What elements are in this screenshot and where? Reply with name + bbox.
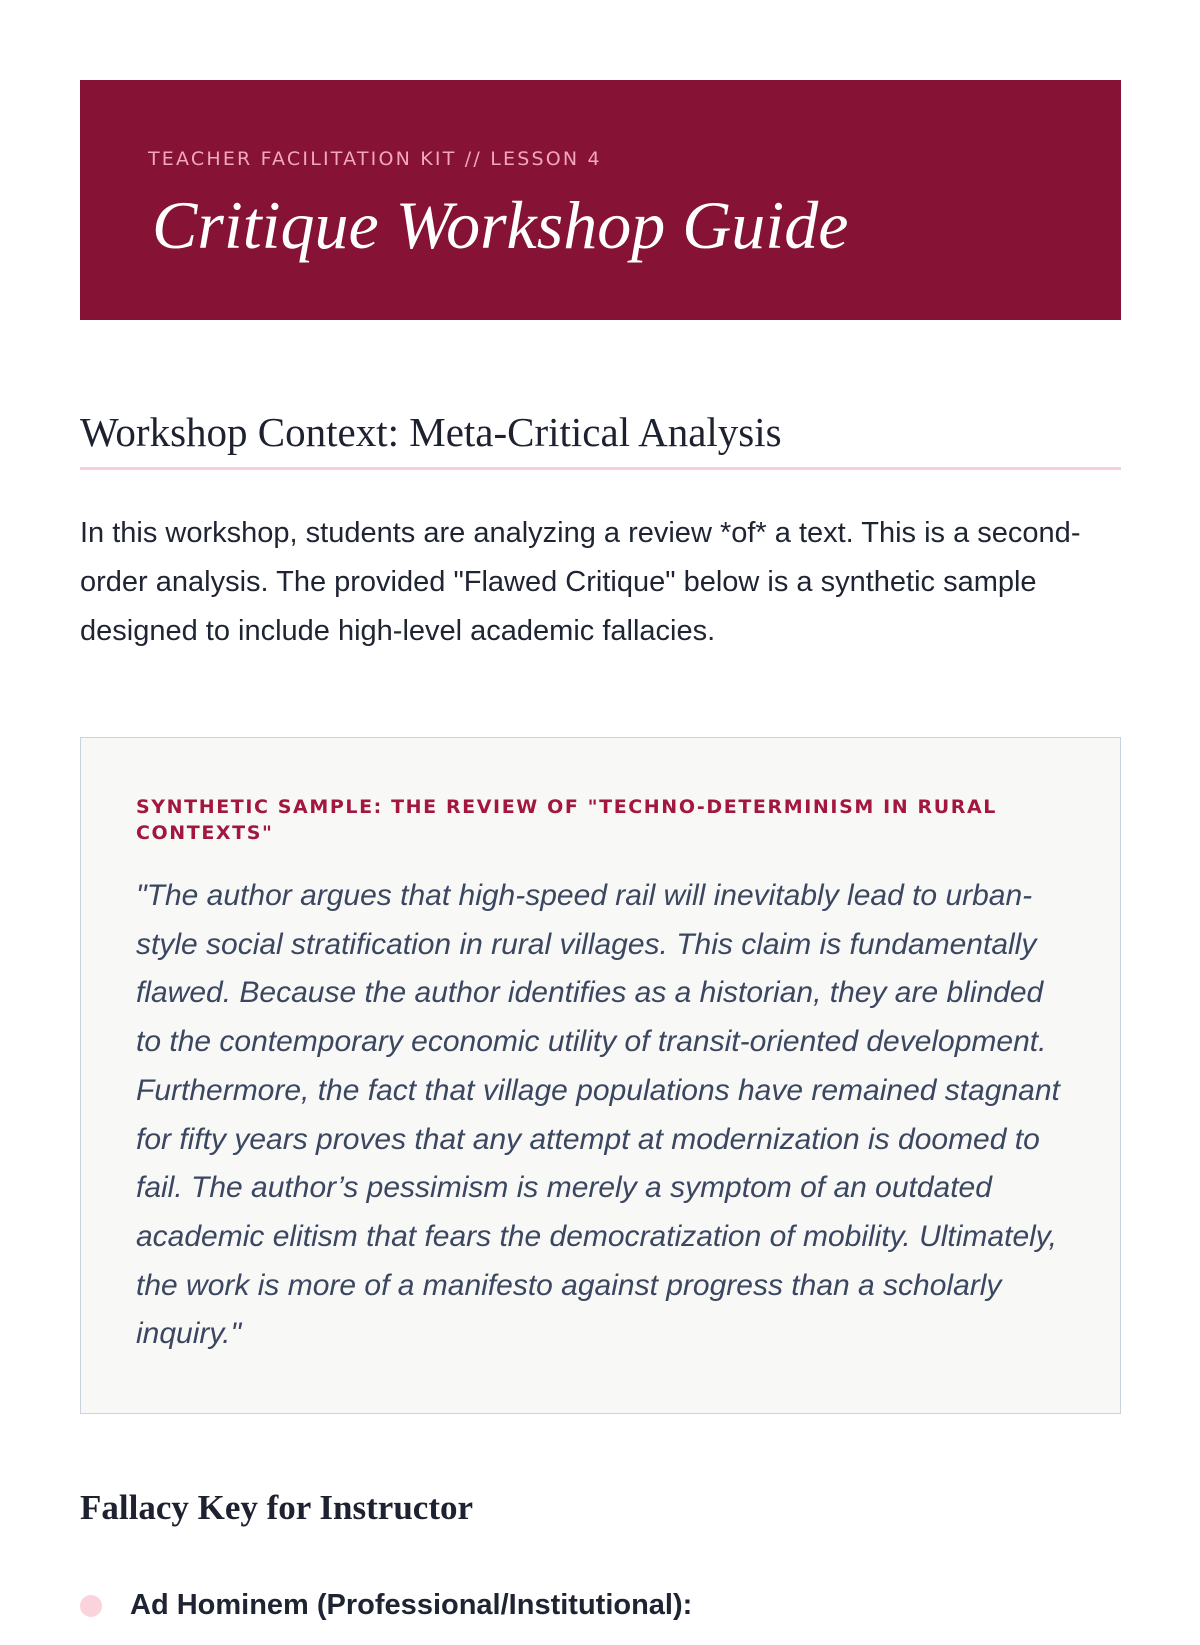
fallacy-key-heading: Fallacy Key for Instructor <box>80 1488 474 1527</box>
header-banner <box>80 80 1121 320</box>
context-heading: Workshop Context: Meta-Critical Analysis <box>80 409 782 455</box>
synthetic-sample-box <box>80 737 1121 1414</box>
sample-quote: "The author argues that high-speed rail will inevitably lead to urban-style social stratification in rural villages. This claim is fundamentally flawed. Because the author identifies as a historian, they are blinded to the contemporary economic utility of transit-oriented development. Furthermore, the fact that village populations have remained stagnant for fifty years proves that any attempt at modernization is doomed to fail. The author’s pessimism is merely a symptom of an outdated academic elitism that fears the democratization of mobility. Ultimately, the work is more of a manifesto against progress than a scholarly inquiry." <box>136 879 1060 1351</box>
sample-label: SYNTHETIC SAMPLE: THE REVIEW OF "TECHNO-DETERMINISM IN RURAL CONTEXTS" <box>136 796 997 844</box>
header-kicker: TEACHER FACILITATION KIT // LESSON 4 <box>148 148 602 170</box>
fallacy-item-title: Ad Hominem (Professional/Institutional): <box>130 1589 693 1621</box>
page-title: Critique Workshop Guide <box>152 187 849 263</box>
section-divider <box>80 467 1121 470</box>
context-paragraph: In this workshop, students are analyzing a review *of* a text. This is a second-order analysis. The provided "Flawed Critique" below is a synthetic sample designed to include high-level academic fallacies. <box>80 517 1081 647</box>
document-page <box>80 80 1121 1621</box>
bullet-marker <box>80 1595 102 1617</box>
fallacy-list-item <box>80 1585 1121 1645</box>
